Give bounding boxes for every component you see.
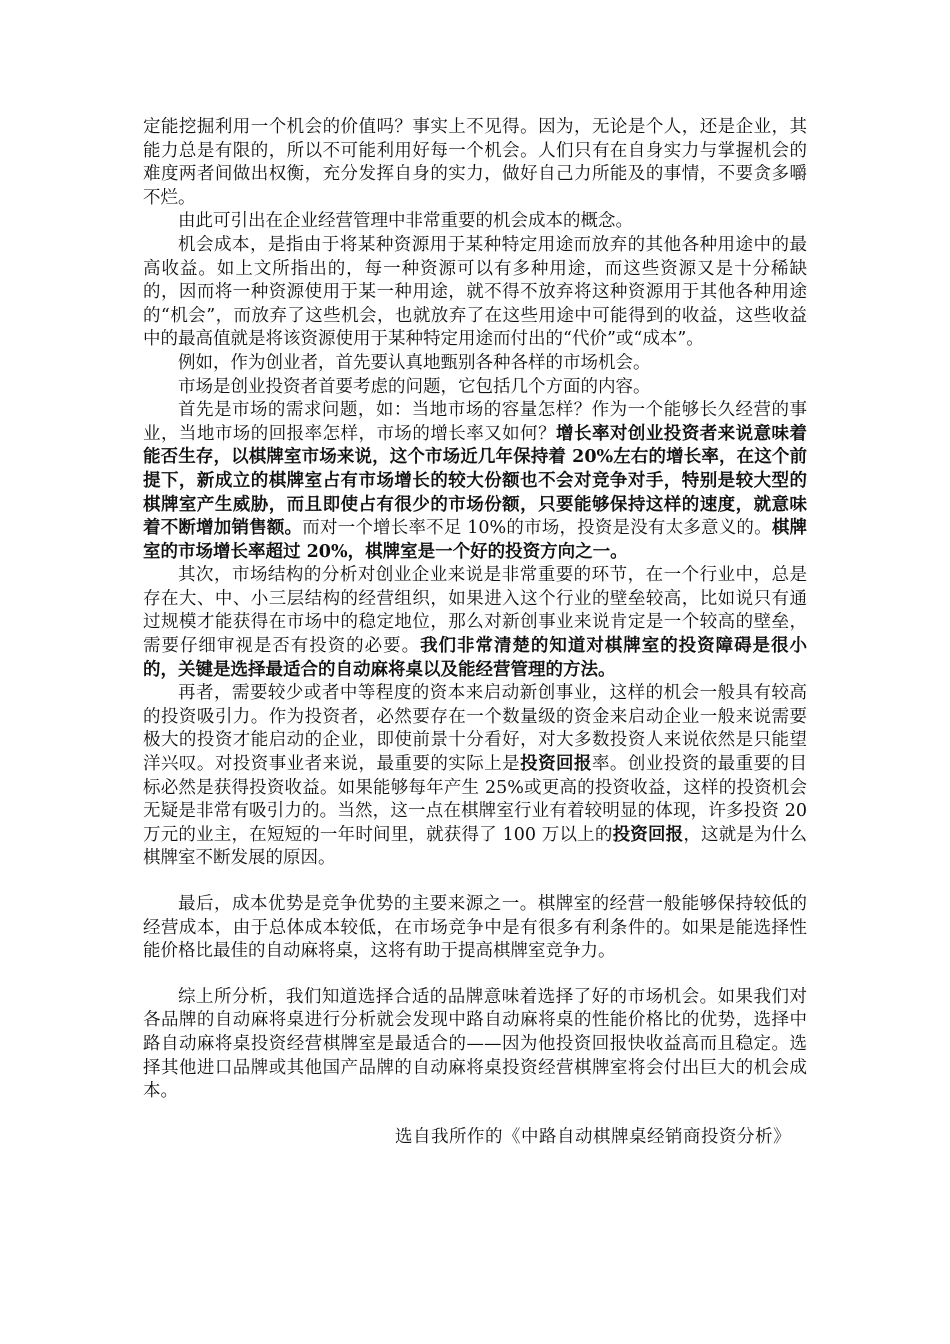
paragraph-spacer [143,1104,807,1126]
paragraph-emphasis: 投资回报 [612,824,684,845]
paragraph-text: 最后，成本优势是竞争优势的主要来源之一。棋牌室的经营一般能够保持较低的经营成本，由于总体成本较低，在市场竞争中是有很多有利条件的。如果是能选择性能价格比最佳的自动麻将桌，这将有助于提高棋牌室竞争力。 [143,894,807,962]
paragraph-text: 率。创业投资的最重要的目标必然是获得投资收益。如果能够每年产生 25%或更高的投资收益，这样的投资机会无疑是非常有吸引力的。当然，这一点在棋牌室行业有着较明显的体现，许多投资 20 万元的业主，在短短的一年时间里，就获得了 100 万以上的 [143,754,808,845]
document-body [143,116,807,1149]
paragraph-emphasis: 棋牌室的市场增长率超过 20%，棋牌室是一个好的投资方向之一。 [143,518,808,562]
paragraph-market-considerations [143,376,807,400]
paragraph-market-structure [143,564,807,682]
paragraph-text: 而对一个增长率不足 10%的市场，投资是没有太多意义的。 [302,518,772,539]
paragraph-emphasis: 我们非常清楚的知道对棋牌室的投资障碍是很小的，关键是选择最适合的自动麻将桌以及能经营管理的方法。 [143,636,808,680]
paragraph-text: 例如，作为创业者，首先要认真地甄别各种各样的市场机会。 [178,352,651,373]
paragraph-entrepreneur-example [143,352,807,376]
paragraph-text: 由此可引出在企业经营管理中非常重要的机会成本的概念。 [178,211,633,232]
paragraph-cost-advantage [143,893,807,964]
paragraph-text: 首先是市场的需求问题，如：当地市场的容量怎样？作为一个能够长久经营的事业，当地市场的回报率怎样，市场的增长率又如何？ [143,400,807,444]
paragraph-text: 机会成本，是指由于将某种资源用于某种特定用途而放弃的其他各种用途中的最高收益。如上文所指出的，每一种资源可以有多种用途，而这些资源又是十分稀缺的，因而将一种资源使用于某一种用途，就不得不放弃将这种资源用于其他各种用途的“机会”，而放弃了这些机会，也就放弃了在这些用途中可能得到的收益，这些收益中的最高值就是将该资源使用于某种特定用途而付出的“代价”或“成本”。 [143,234,807,350]
paragraph-spacer [143,871,807,893]
paragraph-emphasis: 投资回报 [520,754,592,775]
paragraph-opportunity-cost-intro [143,210,807,234]
paragraph-opportunity-cost-definition [143,234,807,352]
paragraph-text: ，这就是为什么棋牌室不断发展的原因。 [143,824,808,869]
paragraph-text: 定能挖掘利用一个机会的价值吗？事实上不见得。因为，无论是个人，还是企业，其能力总是有限的，所以不可能利用好每一个机会。人们只有在自身实力与掌握机会的难度两者间做出权衡，充分发挥自身的实力，做好自己力所能及的事情，不要贪多嚼不烂。 [143,117,807,208]
paragraph-emphasis: 增长率对创业投资者来说意味着能否生存，以棋牌室市场来说，这个市场近几年保持着 20%左右的增长率，在这个前提下，新成立的棋牌室占有市场增长的较大份额也不会对竞争对手，特别是较大型的棋牌室产生威胁，而且即使占有很少的市场份额，只要能够保持这样的速度，就意味着不断增加销售额。 [143,423,808,539]
paragraph-spacer [143,964,807,986]
paragraph-text: 再者，需要较少或者中等程度的资本来启动新创事业，这样的机会一般具有较高的投资吸引力。作为投资者，必然要存在一个数量级的资金来启动企业一般来说需要极大的投资才能启动的企业，即使前景十分看好，对大多数投资人来说依然是只能望洋兴叹。对投资事业者来说，最重要的实际上是 [143,683,807,775]
paragraph-capital-requirements [143,682,807,871]
paragraph-text: 市场是创业投资者首要考虑的问题，它包括几个方面的内容。 [178,376,651,397]
source-attribution: 选自我所作的《中路自动棋牌桌经销商投资分析》 [395,1126,791,1147]
paragraph-opportunity-value [143,116,807,210]
paragraph-market-demand [143,399,807,564]
paragraph-text: 综上所分析，我们知道选择合适的品牌意味着选择了好的市场机会。如果我们对各品牌的自动麻将桌进行分析就会发现中路自动麻将桌的性能价格比的优势，选择中路自动麻将桌投资经营棋牌室是最适合的——因为他投资回报快收益高而且稳定。选择其他进口品牌或其他国产品牌的自动麻将桌投资经营棋牌室将会付出巨大的机会成本。 [143,986,807,1102]
paragraph-text: 其次，市场结构的分析对创业企业来说是非常重要的环节，在一个行业中，总是存在大、中、小三层结构的经营组织，如果进入这个行业的壁垒较高，比如说只有通过规模才能获得在市场中的稳定地位，那么对新创事业来说肯定是一个较高的壁垒，需要仔细审视是否有投资的必要。 [143,565,807,657]
paragraph-conclusion [143,986,807,1104]
